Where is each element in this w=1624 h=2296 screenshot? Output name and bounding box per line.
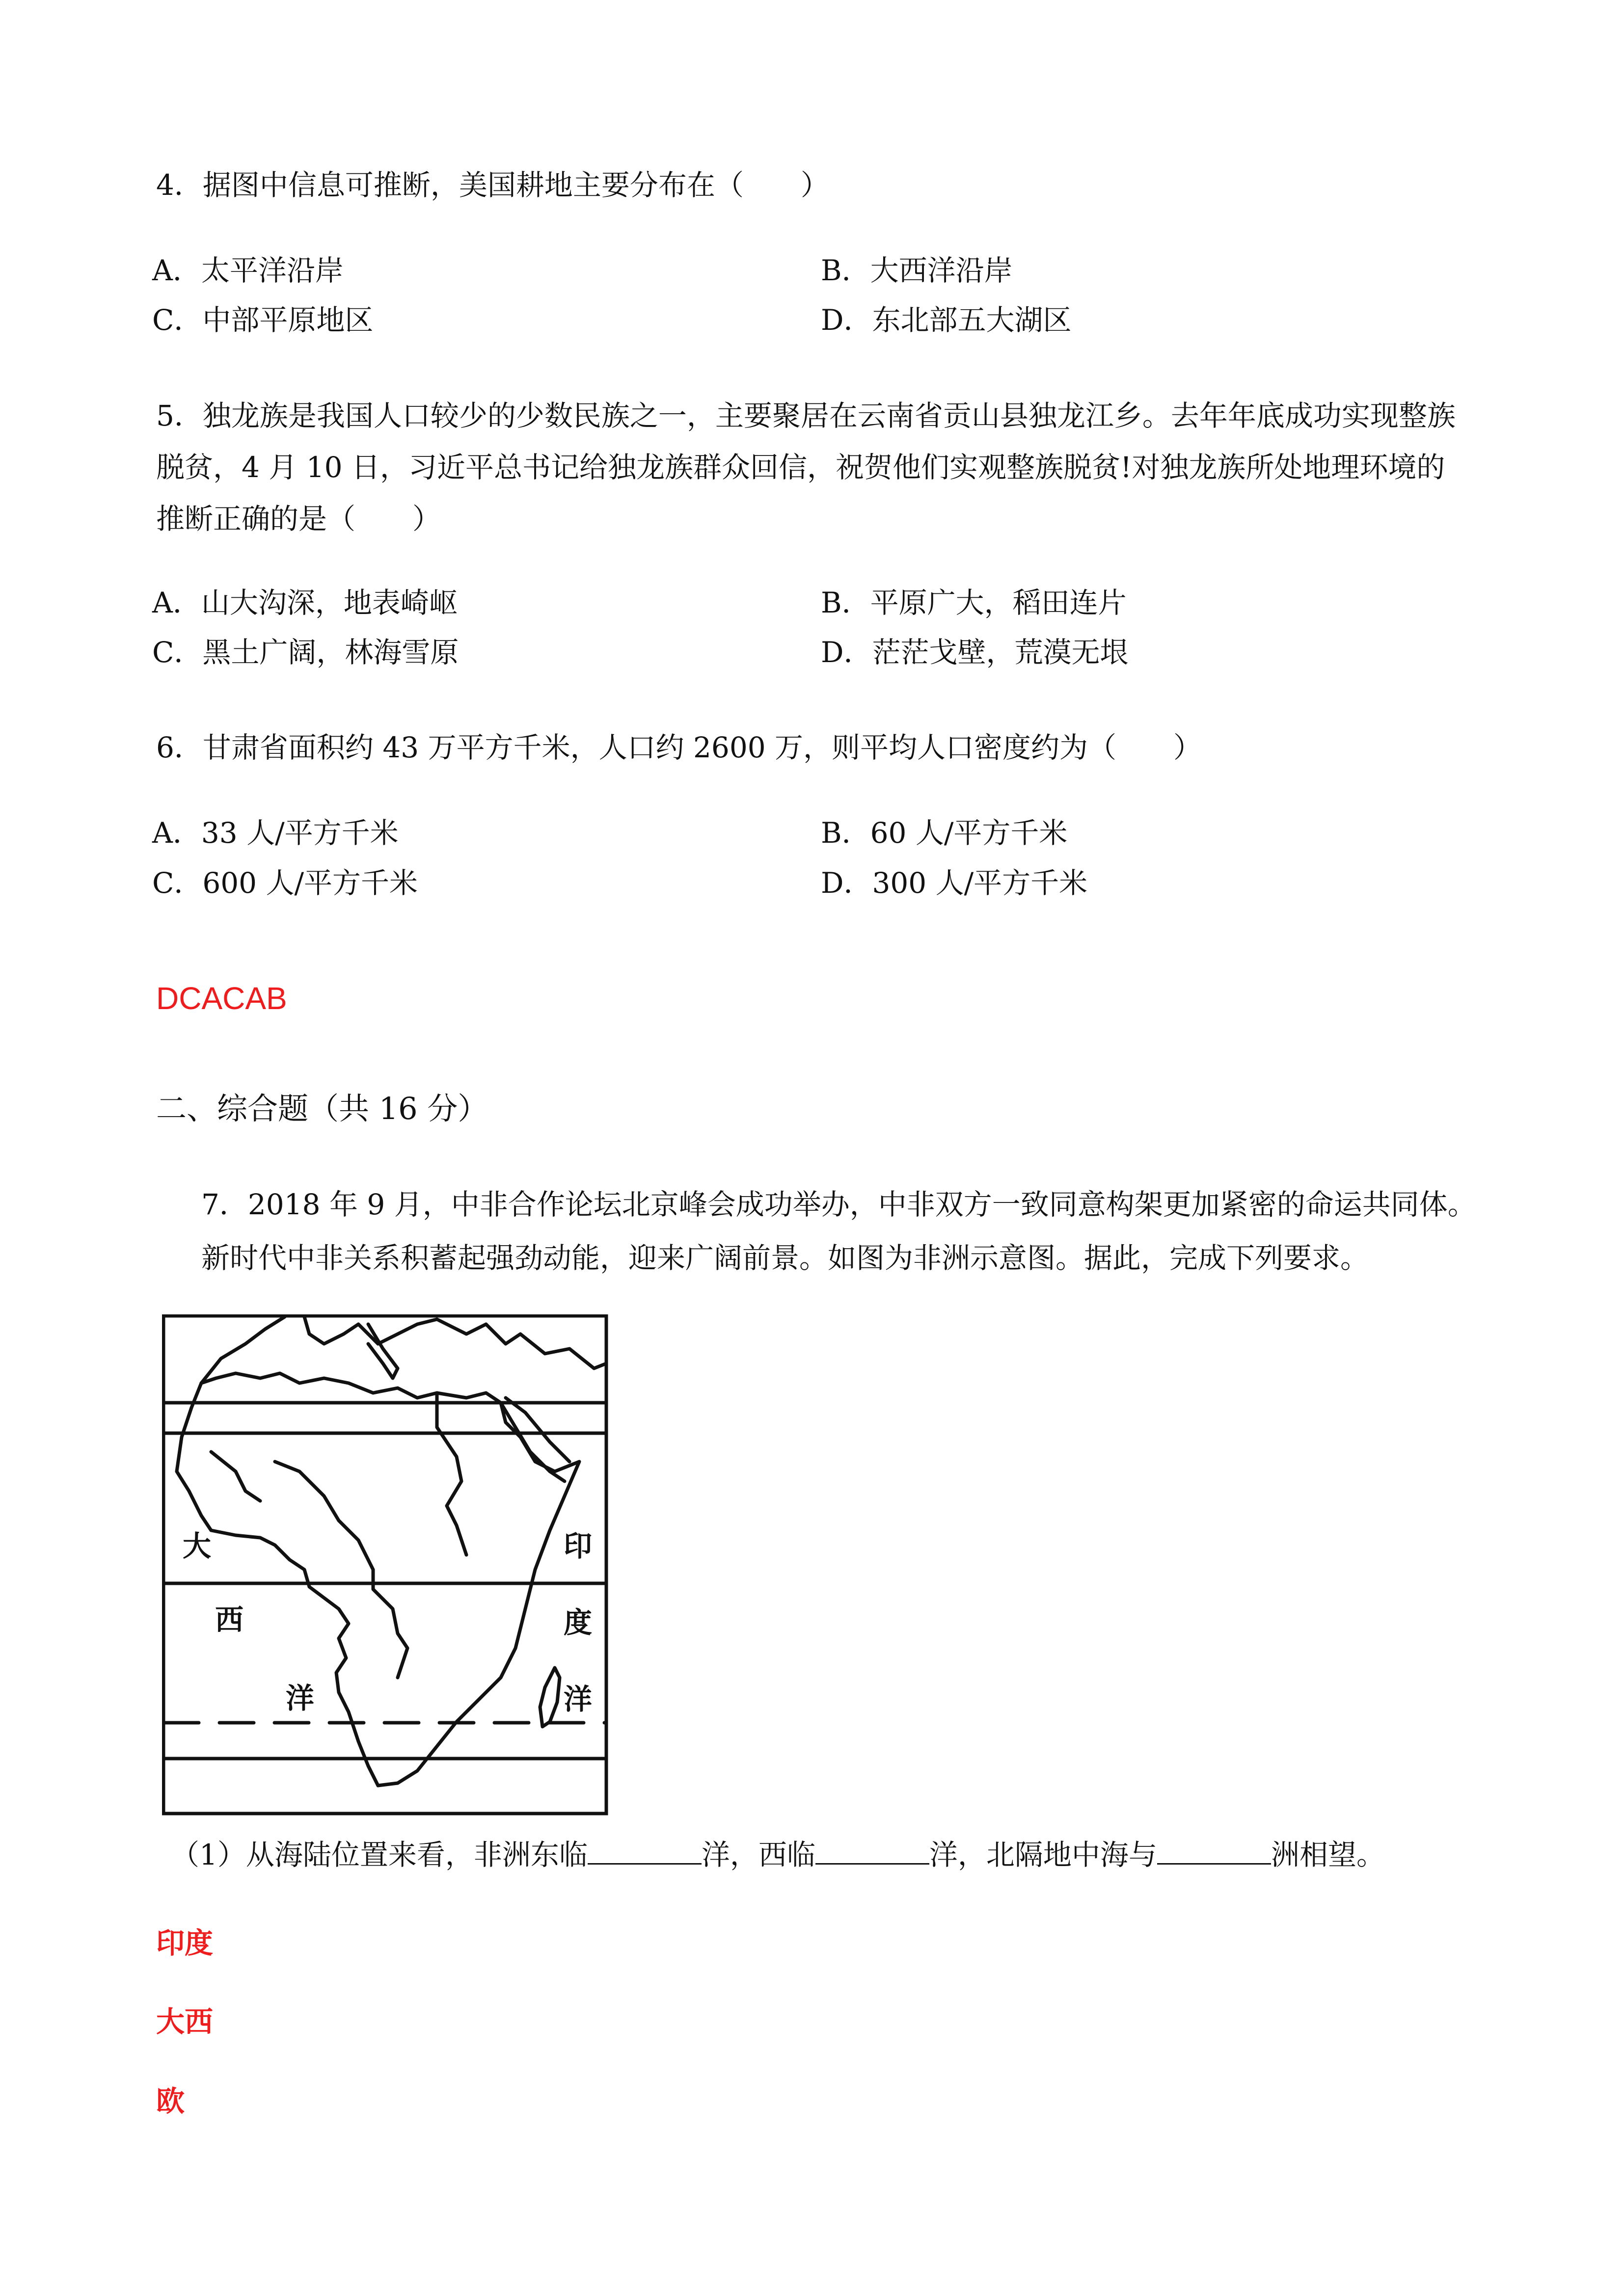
q5-option-d[interactable]: D．茫茫戈壁，荒漠无垠 [821,636,1129,669]
q7-line-2: 新时代中非关系积蓄起强劲动能，迎来广阔前景。如图为非洲示意图。据此，完成下列要求。 [201,1241,1369,1275]
q6-option-d[interactable]: D．300 人/平方千米 [821,866,1088,900]
africa-map [162,1314,609,1816]
q6-option-c[interactable]: C．600 人/平方千米 [152,866,418,900]
answer-key: DCACAB [156,981,287,1016]
section-title: 二、综合题（共 16 分） [156,1091,488,1126]
answer-blank-west-ocean[interactable] [815,1839,929,1865]
q5-option-a[interactable]: A．山大沟深，地表崎岖 [152,586,458,619]
answer-west-ocean: 大西 [156,2005,214,2038]
q5-option-b[interactable]: B．平原广大，稻田连片 [821,586,1127,619]
q5-option-c[interactable]: C．黑土广阔，林海雪原 [152,636,459,669]
q4-stem: 4．据图中信息可推断，美国耕地主要分布在（ ） [156,168,829,202]
q7-sub1-part-3: 洋，北隔地中海与 [929,1838,1157,1871]
label-indian-2: 度 [564,1606,593,1639]
label-atlantic-2: 西 [215,1603,244,1636]
q7-line-1: 7．2018 年 9 月，中非合作论坛北京峰会成功举办，中非双方一致同意构架更加紧密的命运共同体。 [201,1188,1476,1221]
q7-sub1-part-4: 洲相望。 [1271,1838,1385,1871]
label-atlantic-1: 大 [183,1529,212,1563]
label-indian-3: 洋 [564,1682,593,1716]
q7-sub1-part-1: （1）从海陆位置来看，非洲东临 [171,1838,588,1871]
answer-east-ocean: 印度 [156,1926,214,1960]
label-indian-1: 印 [564,1529,593,1563]
q7-sub1-part-2: 洋，西临 [701,1838,815,1871]
q4-option-d[interactable]: D．东北部五大湖区 [821,303,1072,337]
q7-sub1 [171,1839,1385,1869]
q4-option-c[interactable]: C．中部平原地区 [152,303,374,337]
answer-blank-continent[interactable] [1157,1839,1271,1865]
answer-blank-east-ocean[interactable] [588,1839,702,1865]
q5-line-3: 推断正确的是（ ） [156,502,441,535]
q4-option-a[interactable]: A．太平洋沿岸 [152,254,344,287]
q5-line-2: 脱贫，4 月 10 日，习近平总书记给独龙族群众回信，祝贺他们实观整族脱贫!对独龙族所处地理环境的 [156,451,1445,484]
q6-stem: 6．甘肃省面积约 43 万平方千米，人口约 2600 万，则平均人口密度约为（ ） [156,731,1202,764]
q6-option-b[interactable]: B．60 人/平方千米 [821,816,1068,850]
answer-continent: 欧 [156,2084,185,2118]
q4-option-b[interactable]: B．大西洋沿岸 [821,254,1013,287]
q6-option-a[interactable]: A．33 人/平方千米 [152,816,399,850]
label-atlantic-3: 洋 [286,1682,315,1715]
q5-line-1: 5．独龙族是我国人口较少的少数民族之一，主要聚居在云南省贡山县独龙江乡。去年年底成功实现整族 [156,399,1456,432]
